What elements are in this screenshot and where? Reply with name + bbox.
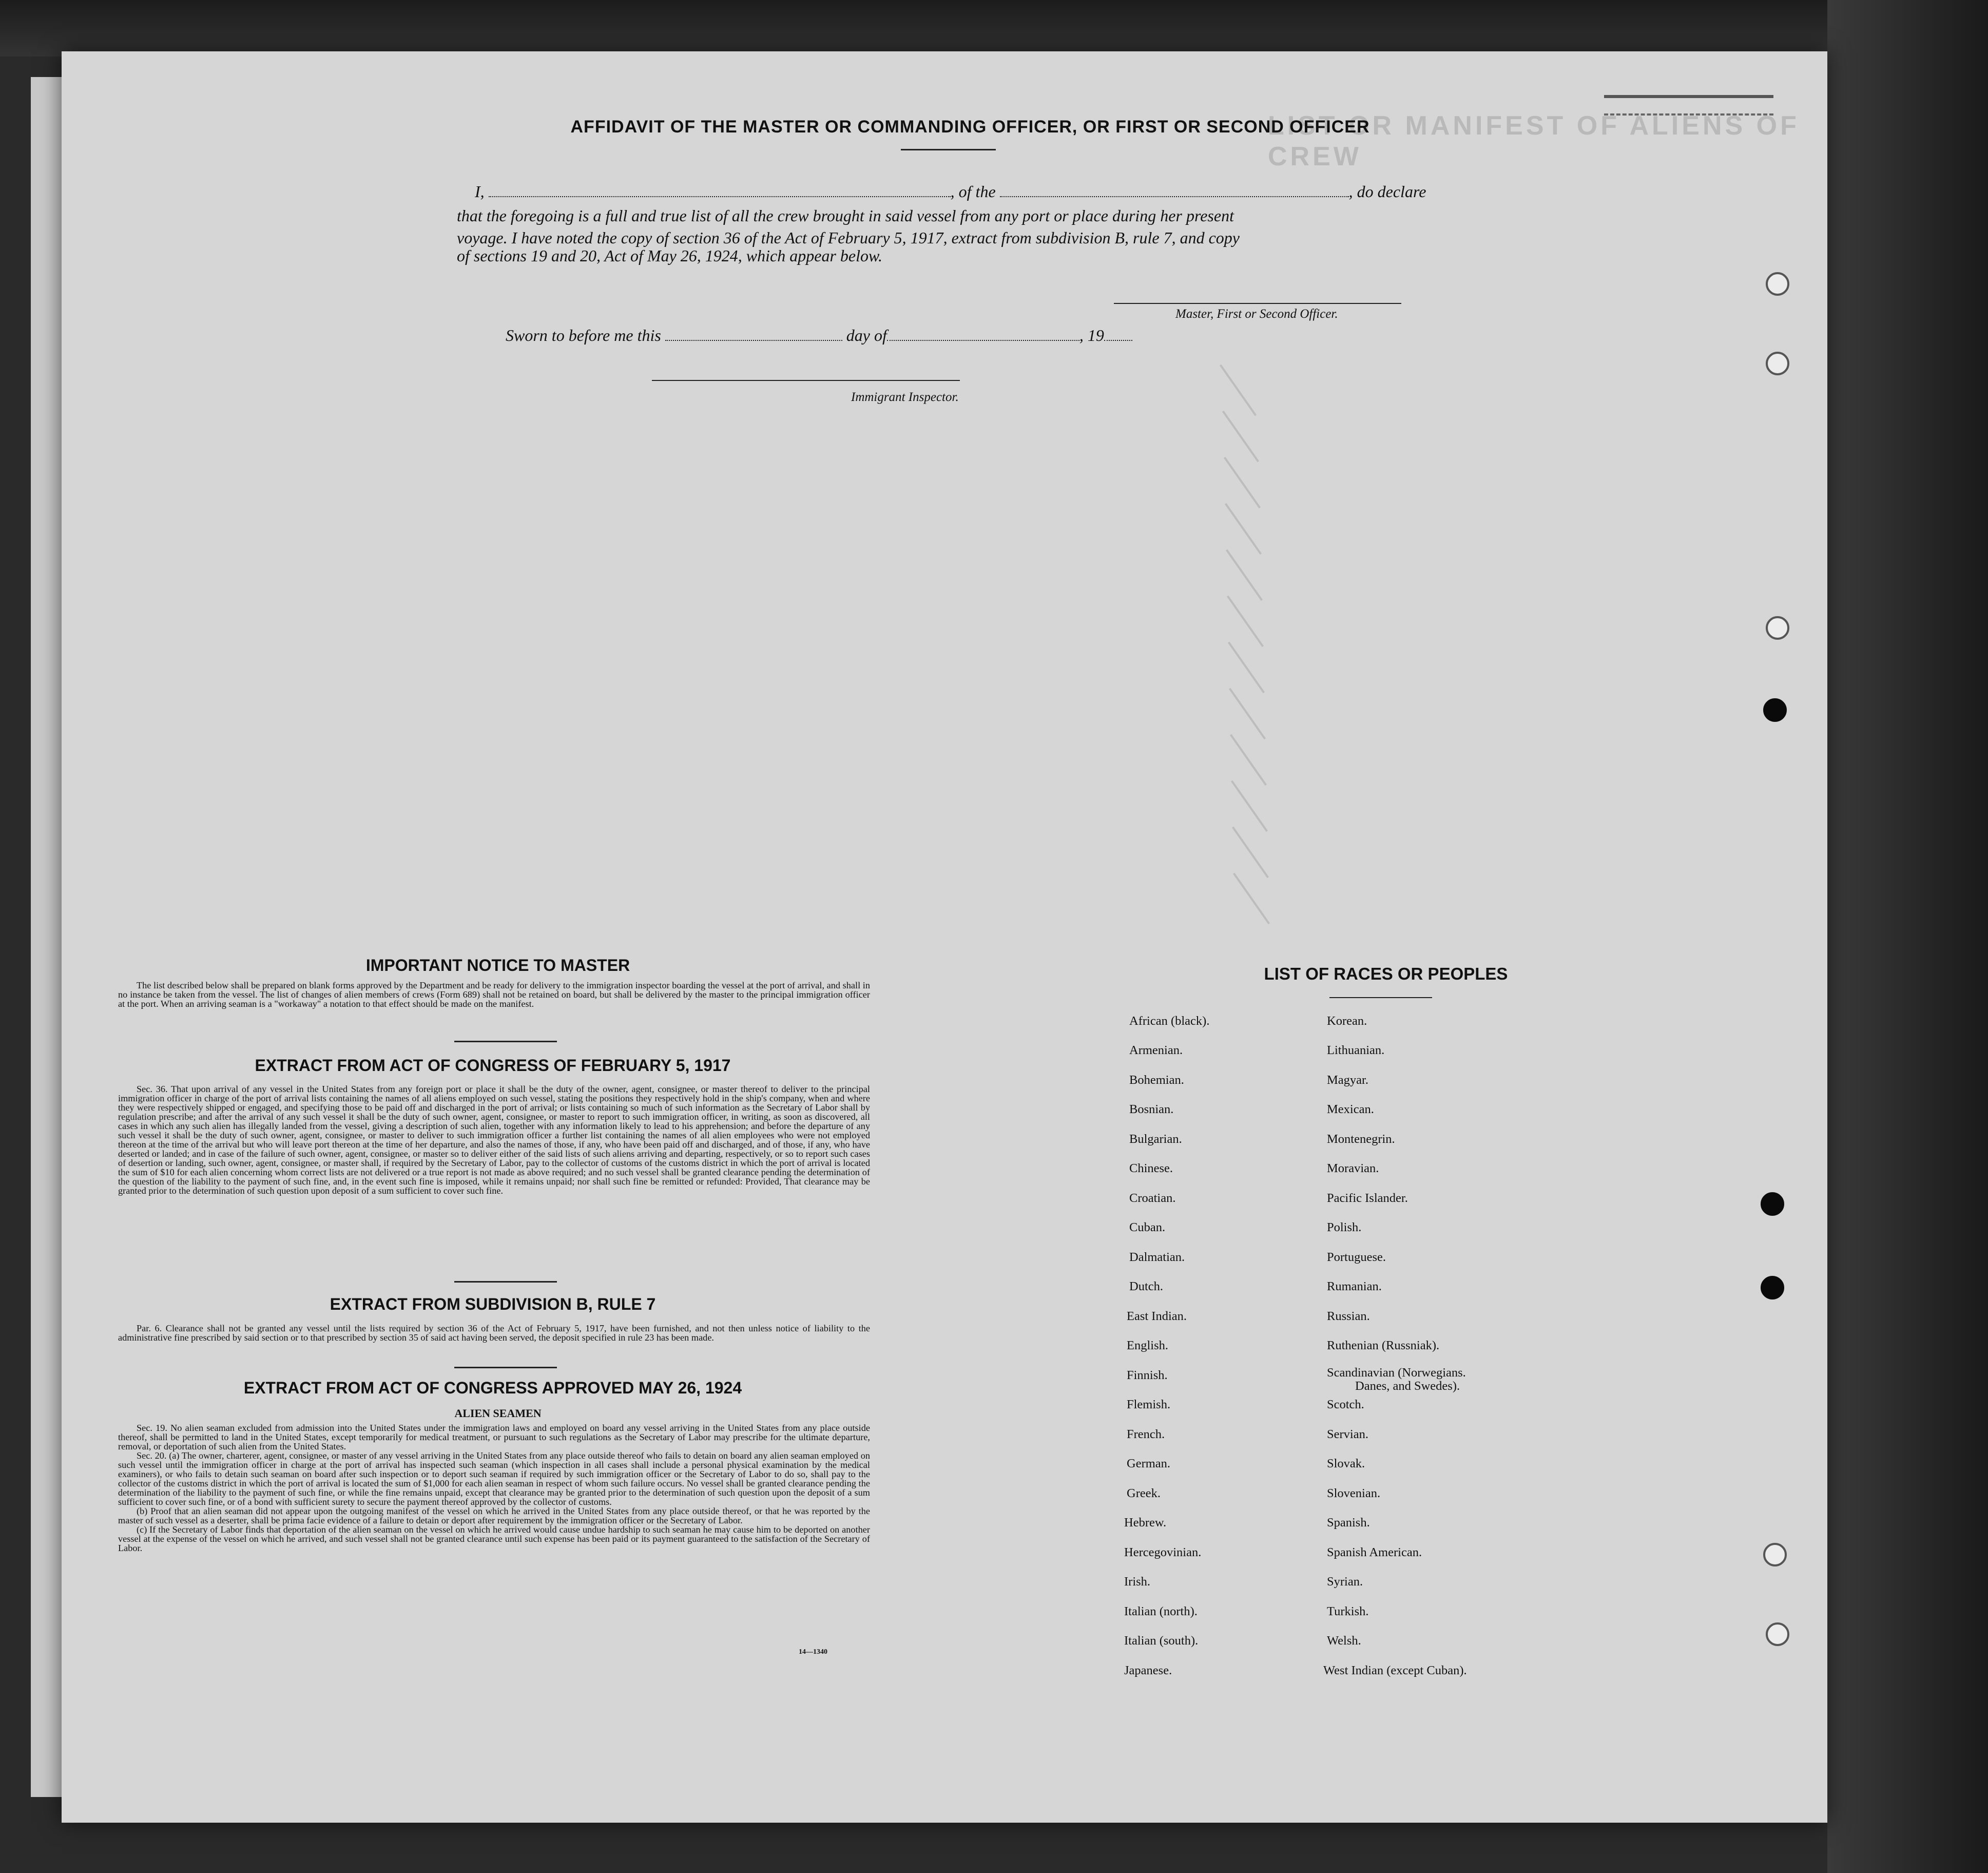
race-right-item: Scotch. (1327, 1398, 1364, 1411)
form-number: 14—1340 (799, 1648, 827, 1656)
sworn-day-blank (665, 340, 842, 341)
bleed-through-header: LIST OR MANIFEST OF ALIENS OF CREW (1268, 111, 1800, 171)
extract-1917-text (118, 1084, 870, 1195)
race-left-item: Dutch. (1129, 1279, 1163, 1293)
race-right-item: Polish. (1327, 1220, 1362, 1234)
extract-rule7-divider (454, 1367, 557, 1368)
race-right-item: Slovenian. (1327, 1486, 1381, 1500)
race-left-item: Cuban. (1129, 1220, 1166, 1234)
affidavit-line-3: voyage. I have noted the copy of section 36 of the Act of February 5, 1917, extract from subdivision B, rule 7, and copy (457, 228, 1240, 247)
notice-divider (454, 1041, 557, 1042)
race-left-item: African (black). (1129, 1014, 1210, 1028)
race-left-item: Bulgarian. (1129, 1132, 1182, 1146)
affidavit-line-4: of sections 19 and 20, Act of May 26, 1924, which appear below. (457, 246, 882, 265)
race-right-item: Turkish. (1327, 1604, 1369, 1618)
extract-1924-text (118, 1423, 870, 1553)
race-left-item: Chinese. (1129, 1161, 1173, 1175)
affidavit-line-2: that the foregoing is a full and true list of all the crew brought in said vessel from any port or place during her present (457, 206, 1234, 225)
race-right-item: Spanish. (1327, 1516, 1370, 1530)
notice-title: IMPORTANT NOTICE TO MASTER (365, 956, 630, 974)
section-36-paragraph: Sec. 36. That upon arrival of any vessel in the United States from any foreign port or place it shall be the duty of the owner, agent, consignee, or master thereof to deliver to the principal immigration officer in charge of the port of arrival lists containing the names of all aliens employed on such vessel, stating the positions they respectively hold in the ship's company, when and where they were respectively shipped or engaged, and specifying those to be paid off and discharged in the port of arrival; or lists containing so much of such information as the Secretary of Labor shall by regulation prescribe; and after the arrival of any such vessel it shall be the duty of such owner, agent, consignee, or master to report to such immigration officer, in writing, as soon as discovered, all cases in which any such alien has illegally landed from the vessel, giving a description of such alien, together with any information likely to lead to his apprehension; and before the departure of any such vessel it shall be the duty of such owner, agent, consignee, or master to deliver to such immigration officer a further list containing the names of all alien employees who were not employed thereon at the time of the arrival but who will leave port thereon at the time of her departure, and also the names of those, if any, who have been paid off and discharged, and of those, if any, who have deserted or landed; and in case of the failure of such owner, agent, consignee, or master so to deliver either of the said lists of such aliens arriving and departing, respectively, or so to report such cases of desertion or landing, such owner, agent, consignee, or master shall, if required by the Secretary of Labor, pay to the collector of customs of the customs district in which the port of arrival is located the sum of $10 for each alien concerning whom correct lists are not delivered or a true report is not made as above required; and no such vessel shall be granted clearance pending the determination of the question of the liability to the payment of such fine, and, in the event such fine is imposed, while it remains unpaid; nor shall such fine be remitted or refunded: Provided, That clearance may be granted prior to the determination of such question upon deposit of a sum sufficient to cover such fine. (118, 1084, 870, 1196)
race-right-item-continuation: Danes, and Swedes). (1355, 1379, 1460, 1393)
scanner-backdrop-right (1827, 0, 1988, 1873)
race-right-item: Welsh. (1327, 1634, 1361, 1648)
tick-mark (1233, 873, 1270, 925)
binder-hole (1766, 616, 1789, 640)
extract-1917-title: EXTRACT FROM ACT OF CONGRESS OF FEBRUARY 5, 1917 (255, 1056, 731, 1075)
race-left-item: Greek. (1127, 1486, 1161, 1500)
sworn-year: , 19 (1079, 326, 1104, 345)
race-right-item: Spanish American. (1327, 1545, 1422, 1559)
binder-hole (1766, 352, 1789, 375)
sworn-line (506, 326, 1132, 345)
race-left-item: Dalmatian. (1129, 1250, 1185, 1264)
section-20b-paragraph: (b) Proof that an alien seaman did not appear upon the outgoing manifest of the vessel on which he arrived in the United States from any place outside thereof, or that he was reported by the master of such vessel as a deserter, shall be prima facie evidence of a failure to detain or deport after requirement by the immigration officer or the Secretary of Labor. (118, 1506, 870, 1525)
race-right-item: Portuguese. (1327, 1250, 1386, 1264)
race-right-item: Lithuanian. (1327, 1043, 1385, 1057)
race-right-item: Rumanian. (1327, 1279, 1382, 1293)
extract-rule7-text (118, 1324, 870, 1342)
race-right-item: West Indian (except Cuban). (1323, 1664, 1467, 1677)
master-signature-line (1114, 303, 1401, 304)
race-left-item: Hercegovinian. (1124, 1545, 1202, 1559)
scanner-backdrop-top (0, 0, 1988, 56)
race-left-item: Hebrew. (1124, 1516, 1167, 1530)
race-left-item: Italian (south). (1124, 1634, 1199, 1648)
affidavit-title: AFFIDAVIT OF THE MASTER OR COMMANDING OFFICER, OR FIRST OR SECOND OFFICER (570, 117, 1370, 137)
tick-mark (1225, 503, 1262, 555)
binder-hole (1761, 1192, 1784, 1216)
race-left-item: French. (1127, 1427, 1165, 1441)
inspector-signature-line (652, 380, 960, 381)
tick-mark (1226, 549, 1263, 601)
race-left-item: Irish. (1124, 1575, 1151, 1589)
race-left-item: Flemish. (1127, 1398, 1171, 1411)
pencil-tick-marks (1196, 359, 1329, 976)
document-page (62, 51, 1827, 1823)
sworn-day-of: day of (846, 326, 887, 345)
race-right-item: Korean. (1327, 1014, 1367, 1028)
affidavit-declare: , do declare (1348, 182, 1426, 201)
binder-hole (1766, 272, 1789, 296)
race-right-item: Russian. (1327, 1309, 1370, 1323)
affidavit-title-rule (901, 149, 996, 150)
tick-mark (1222, 411, 1259, 463)
race-left-item: Japanese. (1124, 1664, 1172, 1677)
corner-stamp-marks (1604, 95, 1773, 116)
tick-mark (1228, 642, 1265, 694)
race-right-item: Moravian. (1327, 1161, 1379, 1175)
affidavit-i: I, (475, 182, 485, 201)
tick-mark (1224, 457, 1261, 509)
name-blank (489, 196, 951, 197)
tick-mark (1229, 688, 1266, 740)
race-left-item: English. (1127, 1339, 1168, 1352)
section-19-paragraph: Sec. 19. No alien seaman excluded from admission into the United States under the immigration laws and employed on board any vessel arriving in the United States from any place outside thereof, shall be permitted to land in the United States, except temporarily for medical treatment, or pursuant to such regulations as the Secretary of Labor may prescribe for the ultimate departure, removal, or deportation of such alien from the United States. (118, 1423, 870, 1451)
binder-hole (1761, 1276, 1784, 1299)
race-left-item: Finnish. (1127, 1368, 1168, 1382)
race-right-item: Servian. (1327, 1427, 1368, 1441)
section-20c-paragraph: (c) If the Secretary of Labor finds that deportation of the alien seaman on the vessel on which he arrived would cause undue hardship to such seaman he may cause him to be deported on another vessel at the expense of the vessel on which he arrived, and such vessel shall not be granted clearance until such expense has been paid or its payment guaranteed to the satisfaction of the Secretary of Labor. (118, 1524, 870, 1553)
sworn-year-blank (1104, 340, 1132, 341)
sworn-prefix: Sworn to before me this (506, 326, 661, 345)
races-title: LIST OF RACES OR PEOPLES (1264, 964, 1508, 983)
tick-mark (1227, 596, 1264, 647)
race-left-item: East Indian. (1127, 1309, 1187, 1323)
section-20a-paragraph: Sec. 20. (a) The owner, charterer, agent, consignee, or master of any vessel arriving in the United States from any place outside thereof who fails to detain on board any alien seaman employed on such vessel until the immigration officer in charge at the port of arrival has inspected such seaman (which inspection in all cases shall include a personal physical examination by the medical examiners), or who fails to detain such seaman on board after such inspection or to deport such seaman if required by such immigration officer or the Secretary of Labor to do so, shall pay to the collector of the customs district in which the port of arrival is located the sum of $1,000 for each alien seaman in respect of whom such failure occurs. No vessel shall be granted clearance pending the determination of the liability to the payment of such fine, or while the fine remains unpaid, except that clearance may be granted prior to the determination of such question upon the deposit of a sum sufficient to cover such fine, or of a bond with sufficient surety to secure the payment thereof approved by the collector of customs. (118, 1450, 870, 1507)
master-caption: Master, First or Second Officer. (1175, 307, 1338, 321)
extract-rule7-title: EXTRACT FROM SUBDIVISION B, RULE 7 (330, 1295, 656, 1313)
tick-mark (1232, 827, 1269, 878)
race-left-item: German. (1127, 1457, 1171, 1470)
race-left-item: Croatian. (1129, 1191, 1176, 1205)
race-right-item: Magyar. (1327, 1073, 1368, 1087)
binder-hole (1766, 1622, 1789, 1646)
sworn-month-blank (887, 340, 1079, 341)
vessel-blank (1000, 196, 1349, 197)
race-left-item: Armenian. (1129, 1043, 1183, 1057)
extract-1924-title: EXTRACT FROM ACT OF CONGRESS APPROVED MAY 26, 1924 (243, 1379, 742, 1397)
tick-mark (1230, 734, 1267, 786)
affidavit-of-the: , of the (950, 182, 996, 201)
race-right-item: Scandinavian (Norwegians. (1327, 1366, 1466, 1380)
race-right-item: Pacific Islander. (1327, 1191, 1408, 1205)
races-title-rule (1329, 997, 1432, 998)
notice-text (118, 981, 870, 1008)
tick-mark (1231, 780, 1268, 832)
race-right-item: Mexican. (1327, 1102, 1374, 1116)
race-left-item: Bosnian. (1129, 1102, 1174, 1116)
alien-seamen-subtitle: ALIEN SEAMEN (454, 1407, 542, 1420)
race-right-item: Syrian. (1327, 1575, 1363, 1589)
inspector-caption: Immigrant Inspector. (851, 390, 959, 404)
tick-mark (1220, 365, 1257, 416)
extract-1917-divider (454, 1281, 557, 1283)
race-right-item: Slovak. (1327, 1457, 1365, 1470)
binder-hole (1763, 1543, 1787, 1566)
rule7-paragraph: Par. 6. Clearance shall not be granted any vessel until the lists required by section 36 of the Act of February 5, 1917, have been furnished, and not then unless notice of liability to the administrative fine prescribed by said section or to that prescribed by section 35 of said act having been served, the deposit specified in rule 23 has been made. (118, 1323, 870, 1343)
notice-paragraph: The list described below shall be prepared on blank forms approved by the Department and be ready for delivery to the immigration inspector boarding the vessel at the port of arrival, and shall in no instance be taken from the vessel. The list of changes of alien members of crews (Form 689) shall not be retained on board, but shall be delivered by the master to the principal immigration officer at the port. When an arriving seaman is a "workaway" a notation to that effect should be made on the manifest. (118, 980, 870, 1009)
binder-hole (1763, 698, 1787, 722)
affidavit-line-1 (475, 182, 1426, 201)
race-right-item: Montenegrin. (1327, 1132, 1395, 1146)
race-left-item: Bohemian. (1129, 1073, 1184, 1087)
race-left-item: Italian (north). (1124, 1604, 1198, 1618)
race-right-item: Ruthenian (Russniak). (1327, 1339, 1440, 1352)
